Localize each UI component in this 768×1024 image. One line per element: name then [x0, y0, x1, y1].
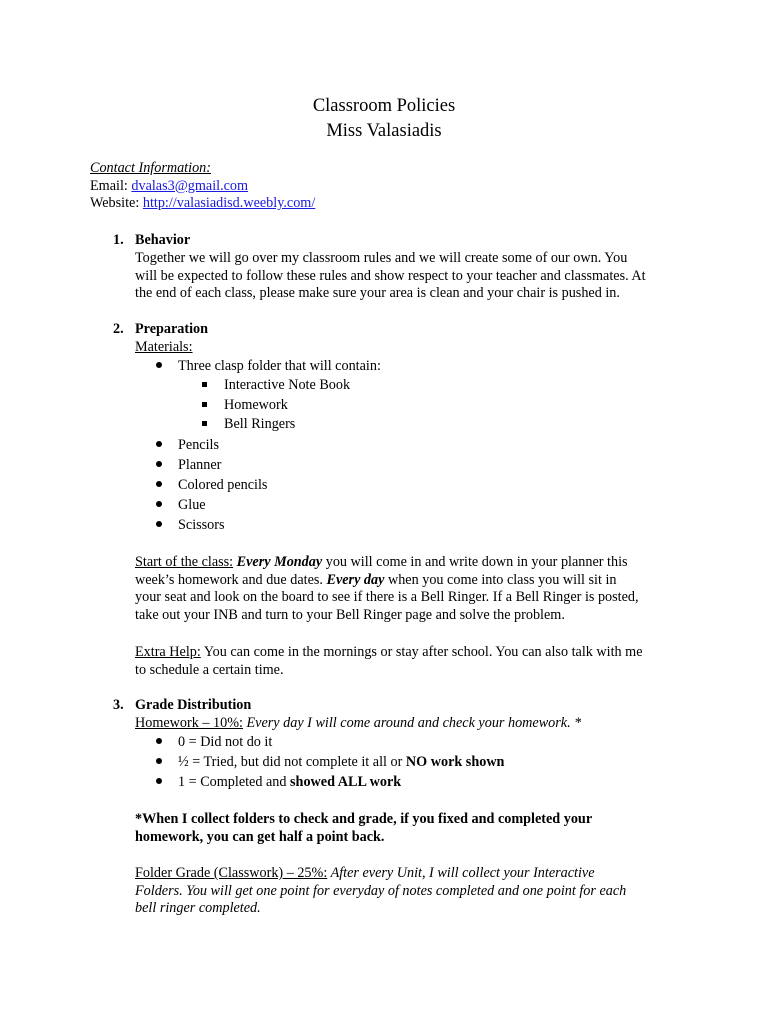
square-bullet-icon — [202, 421, 207, 426]
text-segment: you will come in and write down in your planner this — [322, 554, 628, 570]
list-item-text: Colored pencils — [178, 477, 268, 493]
start-label: Start of the class: — [135, 554, 234, 570]
document-subtitle: Miss Valasiadis — [326, 121, 442, 141]
email-link[interactable]: dvalas3@gmail.com — [131, 177, 249, 194]
emphasis-text: Every Monday — [236, 554, 323, 570]
document-title: Classroom Policies — [312, 96, 456, 116]
bullet-icon — [156, 738, 162, 744]
list-item — [156, 456, 221, 474]
list-item-text: Pencils — [178, 437, 219, 453]
emphasis-text: NO work shown — [405, 754, 505, 770]
section-heading: Grade Distribution — [135, 697, 252, 713]
square-bullet-icon — [202, 402, 207, 407]
text-segment: week’s homework and due dates. — [135, 571, 327, 588]
section-heading: Preparation — [135, 321, 209, 337]
folder-grade-label: Folder Grade (Classwork) – 25%: — [135, 865, 328, 881]
section-number: 1. — [113, 232, 124, 248]
list-item-text: Glue — [178, 497, 206, 513]
list-item — [156, 357, 381, 375]
text-line: *When I collect folders to check and grade, if you fixed and completed your — [135, 811, 593, 827]
text-segment: Every day I will come around and check your homework. * — [242, 715, 582, 731]
sub-list-item — [202, 415, 295, 433]
text-line: to schedule a certain time. — [135, 661, 284, 678]
list-item — [156, 516, 225, 534]
section-number: 2. — [113, 321, 124, 337]
list-item-text: Planner — [178, 457, 222, 473]
text-line: your seat and look on the board to see if there is a Bell Ringer. If a Bell Ringer is posted, — [135, 589, 639, 605]
homework-row — [135, 714, 695, 732]
list-item-text: 0 = Did not do it — [178, 734, 273, 750]
list-item-text: Bell Ringers — [224, 416, 296, 432]
homework-label: Homework – 10%: — [135, 715, 243, 731]
sub-list-item — [202, 396, 288, 414]
bullet-icon — [156, 441, 162, 447]
square-bullet-icon — [202, 382, 207, 387]
list-item — [156, 733, 272, 751]
bullet-icon — [156, 778, 162, 784]
list-item — [156, 773, 401, 791]
contact-heading: Contact Information: — [90, 160, 211, 176]
email-label: Email: — [90, 177, 132, 194]
text-line: will be expected to follow these rules and show respect to your teacher and classmates. At — [135, 267, 646, 284]
list-item-text: Scissors — [178, 517, 225, 533]
bullet-icon — [156, 461, 162, 467]
bullet-icon — [156, 481, 162, 487]
list-item-text: Interactive Note Book — [224, 377, 351, 393]
list-item-text: Homework — [224, 397, 288, 413]
materials-label-row — [135, 338, 695, 356]
folder-note-paragraph — [135, 810, 695, 845]
list-item-text: 1 = Completed and — [178, 774, 291, 790]
emphasis-text: showed ALL work — [290, 774, 402, 790]
text-line: Together we will go over my classroom rules and we will create some of our own. You — [135, 250, 628, 266]
text-segment: when you come into class you will sit in — [384, 571, 617, 588]
text-line: the end of each class, please make sure your area is clean and your chair is pushed in. — [135, 285, 620, 301]
text-segment: You can come in the mornings or stay after school. You can also talk with me — [200, 644, 643, 660]
bullet-icon — [156, 501, 162, 507]
text-line: bell ringer completed. — [135, 900, 261, 916]
section-heading: Behavior — [135, 232, 191, 248]
emphasis-text: Every day — [326, 571, 385, 588]
extra-help-label: Extra Help: — [135, 644, 201, 660]
folder-grade-paragraph — [135, 864, 695, 917]
website-link[interactable]: http://valasiadisd.weebly.com/ — [142, 195, 316, 211]
bullet-icon — [156, 758, 162, 764]
list-item — [156, 496, 206, 514]
extra-help-paragraph — [135, 643, 695, 678]
section-number: 3. — [113, 697, 124, 713]
start-of-class-paragraph — [135, 553, 695, 623]
behavior-text — [135, 249, 695, 302]
bullet-icon — [156, 521, 162, 527]
contact-section — [90, 159, 690, 212]
bullet-icon — [156, 362, 162, 368]
website-label: Website: — [90, 195, 143, 211]
list-item — [156, 753, 504, 771]
list-item-text: ½ = Tried, but did not complete it all or — [178, 754, 406, 770]
list-item-text: Three clasp folder that will contain: — [178, 358, 381, 374]
text-line: homework, you can get half a point back. — [135, 828, 385, 845]
text-segment: After every Unit, I will collect your Interactive — [327, 865, 595, 881]
text-line: take out your INB and turn to your Bell Ringer page and solve the problem. — [135, 606, 565, 623]
text-line: Folders. You will get one point for everyday of notes completed and one point for each — [135, 882, 627, 899]
list-item — [156, 436, 219, 454]
list-item — [156, 476, 267, 494]
materials-label: Materials: — [135, 339, 193, 355]
sub-list-item — [202, 376, 350, 394]
